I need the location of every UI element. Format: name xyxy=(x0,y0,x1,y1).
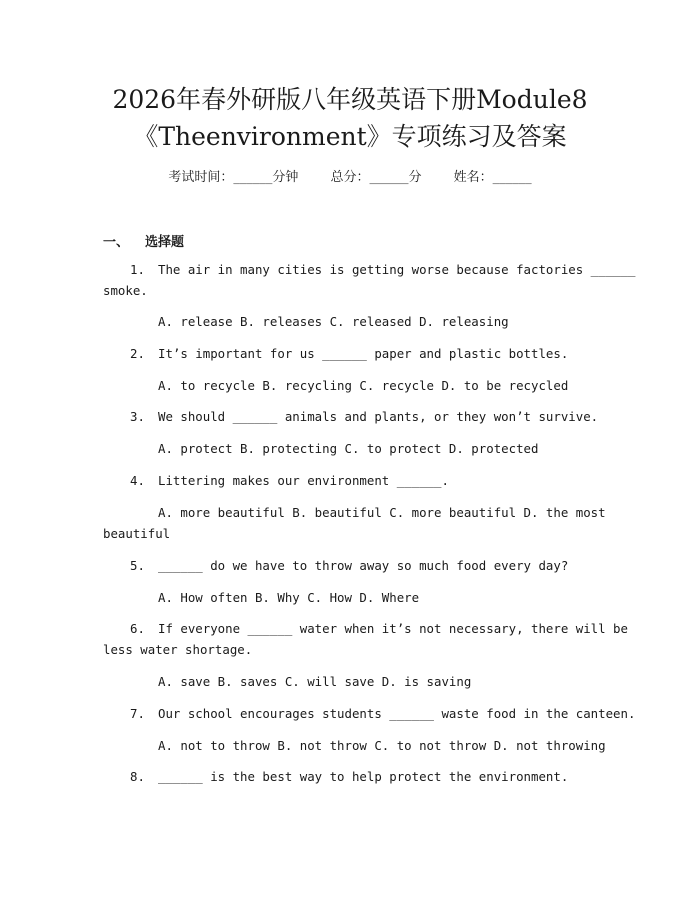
question-5 xyxy=(130,557,568,575)
question-6-options: A. save B. saves C. will save D. is saving xyxy=(158,674,472,689)
question-2-options: A. to recycle B. recycling C. recycle D. to be recycled xyxy=(158,378,569,393)
question-text: If everyone ______ water when it’s not necessary, there will be xyxy=(158,621,628,636)
exam-meta xyxy=(0,169,700,187)
question-text: ______ do we have to throw away so much food every day? xyxy=(158,558,569,573)
question-5-options: A. How often B. Why C. How D. Where xyxy=(158,590,420,605)
section-title: 选择题 xyxy=(145,235,185,250)
question-7-options: A. not to throw B. not throw C. to not throw D. not throwing xyxy=(158,738,606,753)
question-text: Littering makes our environment ______. xyxy=(158,473,449,488)
question-number: 1. xyxy=(130,262,145,277)
question-1-options: A. release B. releases C. released D. releasing xyxy=(158,314,509,329)
question-text: We should ______ animals and plants, or they won’t survive. xyxy=(158,409,599,424)
question-number: 6. xyxy=(130,621,145,636)
question-text: It’s important for us ______ paper and plastic bottles. xyxy=(158,346,569,361)
section-number: 一、 xyxy=(103,235,130,250)
question-text: ______ is the best way to help protect the environment. xyxy=(158,769,569,784)
exam-time: 考试时间：______分钟 xyxy=(168,170,299,185)
question-4-options: A. more beautiful B. beautiful C. more beautiful D. the most xyxy=(158,505,606,520)
question-number: 3. xyxy=(130,409,145,424)
title-line-2: 《Theenvironment》专项练习及答案 xyxy=(133,122,567,151)
exam-name: 姓名：______ xyxy=(453,170,532,185)
question-3 xyxy=(130,408,598,426)
question-1-continued: smoke. xyxy=(103,283,148,298)
question-1 xyxy=(130,261,635,279)
question-4-options-continued: beautiful xyxy=(103,526,171,541)
section-heading xyxy=(103,231,184,250)
question-7 xyxy=(130,705,635,723)
question-text: Our school encourages students ______ waste food in the canteen. xyxy=(158,706,636,721)
question-number: 7. xyxy=(130,706,145,721)
question-4 xyxy=(130,472,449,490)
exam-score: 总分：______分 xyxy=(330,170,422,185)
question-8 xyxy=(130,768,568,786)
question-6 xyxy=(130,620,628,638)
question-text: The air in many cities is getting worse because factories ______ xyxy=(158,262,636,277)
question-3-options: A. protect B. protecting C. to protect D. protected xyxy=(158,441,539,456)
title-line-1: 2026年春外研版八年级英语下册Module8 xyxy=(112,85,588,114)
question-number: 4. xyxy=(130,473,145,488)
question-number: 2. xyxy=(130,346,145,361)
question-number: 5. xyxy=(130,558,145,573)
question-number: 8. xyxy=(130,769,145,784)
question-6-continued: less water shortage. xyxy=(103,642,253,657)
question-2 xyxy=(130,345,568,363)
